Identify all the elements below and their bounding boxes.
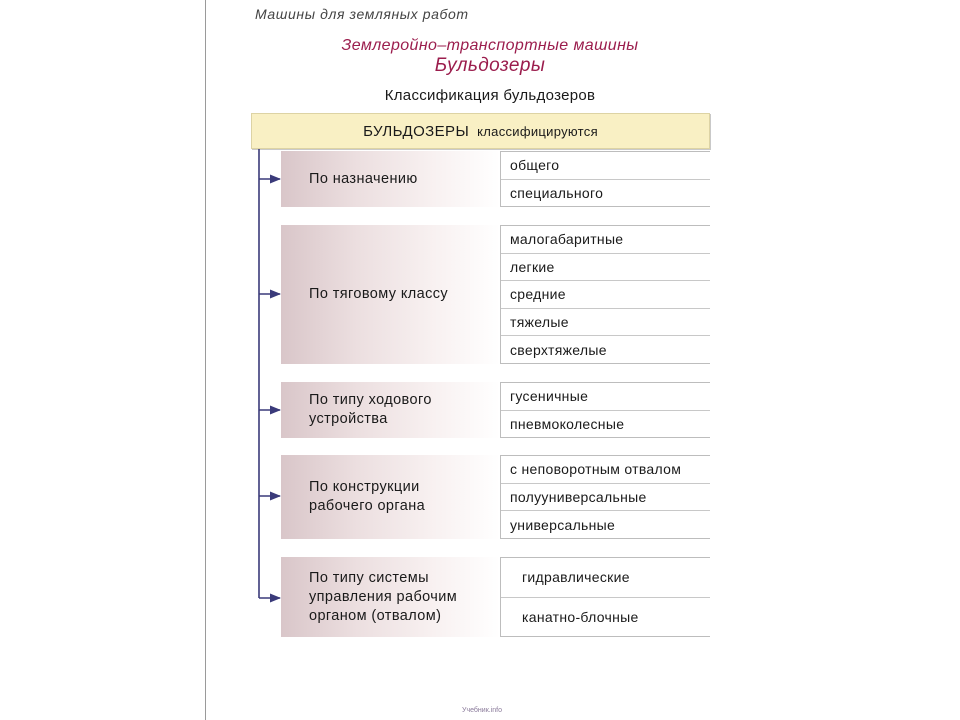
option-item: специального: [510, 184, 604, 201]
footer-credit: Учебник.info: [462, 707, 502, 714]
option-item: пневмоколесные: [510, 415, 625, 432]
option-item: гидравлические: [501, 558, 710, 598]
group-purpose: [281, 151, 710, 207]
option-list: [501, 455, 710, 539]
option-item: канатно-блочные: [522, 608, 639, 625]
root-node-subtitle: классифицируются: [477, 123, 598, 139]
category-label: По типу ходового устройства: [281, 382, 501, 438]
group-working-body: [281, 455, 710, 539]
option-item: полууниверсальные: [501, 484, 710, 512]
option-list: [501, 382, 710, 438]
root-node-title: БУЛЬДОЗЕРЫ: [363, 122, 470, 140]
option-item: с неповоротным отвалом: [501, 456, 710, 484]
topic-caption: Машины для земляных работ: [255, 6, 469, 22]
group-control-system: [281, 557, 710, 637]
title-line-1: Землеройно–транспортные машины: [341, 37, 639, 54]
group-traction-class: [281, 225, 710, 364]
group-running-gear: [281, 382, 710, 438]
option-list: [501, 225, 710, 364]
option-item: общего: [501, 152, 710, 180]
option-item: легкие: [501, 254, 710, 282]
title-line-2: Бульдозеры: [434, 55, 546, 76]
option-item: гусеничные: [501, 383, 710, 411]
category-label: По назначению: [281, 151, 501, 207]
option-item: сверхтяжелые: [510, 341, 607, 358]
option-item: тяжелые: [501, 309, 710, 337]
category-label: По конструкции рабочего органа: [281, 455, 501, 539]
option-list: [501, 151, 710, 207]
category-label: По тяговому классу: [281, 225, 501, 364]
category-label: По типу системы управления рабочим органом (отвалом): [281, 557, 501, 637]
diagram-subtitle: Классификация бульдозеров: [384, 87, 596, 104]
option-item: универсальные: [510, 516, 616, 533]
option-item: средние: [501, 281, 710, 309]
option-list: [501, 557, 710, 637]
option-item: малогабаритные: [501, 226, 710, 254]
